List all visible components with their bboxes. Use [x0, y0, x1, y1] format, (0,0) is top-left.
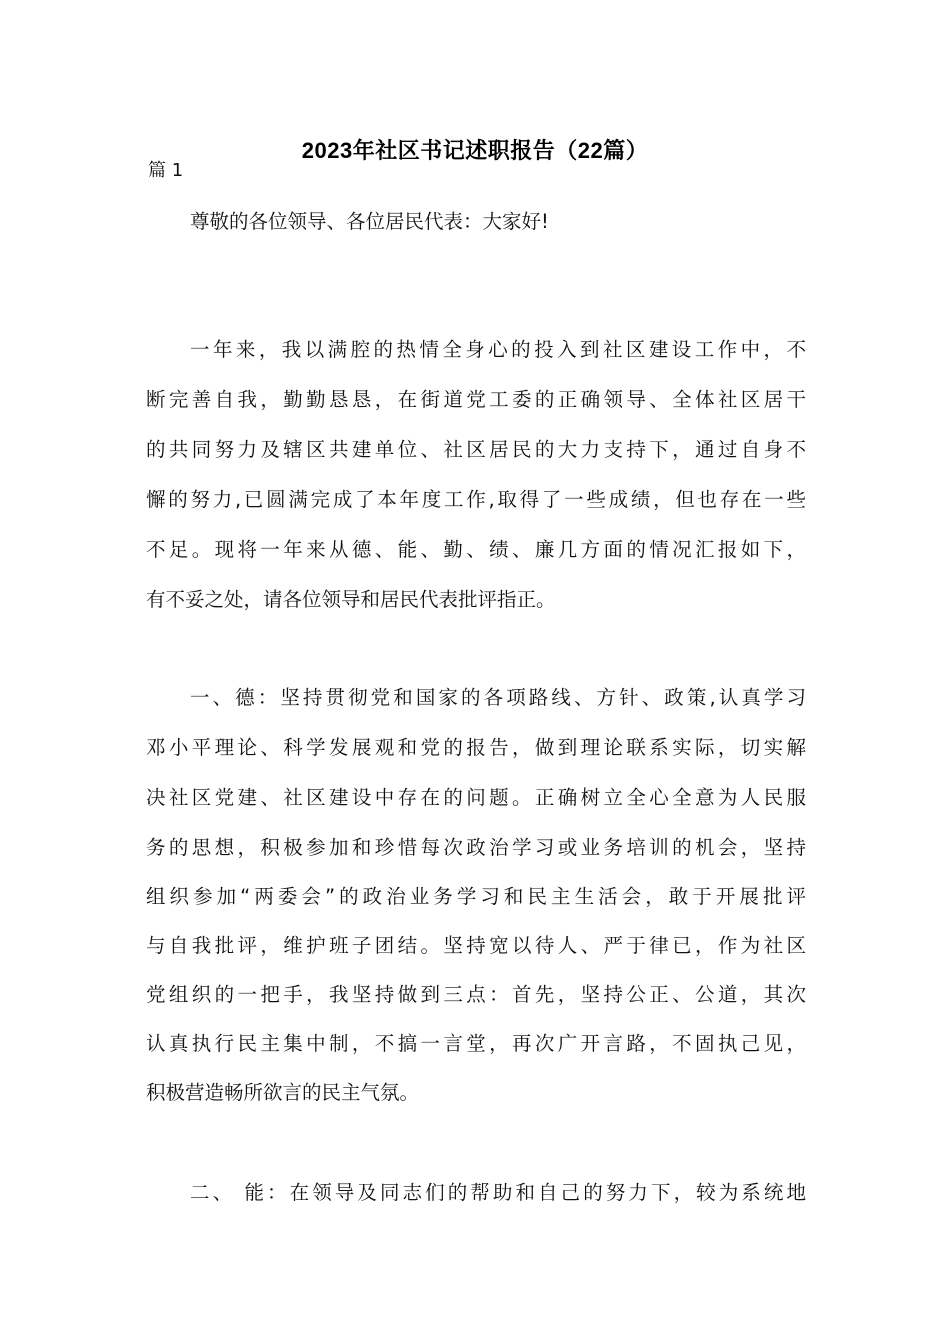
- paragraph-line: 一、德：坚持贯彻党和国家的各项路线、方针、政策,认真学习: [190, 686, 806, 709]
- paragraph-line: 断完善自我，勤勤恳恳，在街道党工委的正确领导、全体社区居干: [146, 388, 806, 411]
- paragraph-line: 不足。现将一年来从德、能、勤、绩、廉几方面的情况汇报如下，: [146, 538, 806, 561]
- paragraph-line: 认真执行民主集中制，不搞一言堂，再次广开言路，不固执己见，: [146, 1032, 806, 1055]
- paragraph-line: 与自我批评，维护班子团结。坚持宽以待人、严于律已，作为社区: [146, 934, 806, 957]
- paragraph-line: 组织参加“两委会”的政治业务学习和民主生活会，敢于开展批评: [146, 885, 806, 908]
- paragraph-line: 积极营造畅所欲言的民主气氛。: [146, 1081, 420, 1104]
- paragraph-line: 二、 能：在领导及同志们的帮助和自己的努力下，较为系统地: [190, 1181, 806, 1204]
- paragraph-line: 党组织的一把手，我坚持做到三点：首先，坚持公正、公道，其次: [146, 983, 806, 1006]
- section-label: 篇 1: [148, 160, 184, 181]
- paragraph-line: 懈的努力,已圆满完成了本年度工作,取得了一些成绩，但也存在一些: [146, 488, 806, 511]
- greeting-line: 尊敬的各位领导、各位居民代表：大家好!: [190, 210, 549, 233]
- paragraph-line: 邓小平理论、科学发展观和党的报告，做到理论联系实际，切实解: [146, 736, 806, 759]
- paragraph-line: 有不妥之处，请各位领导和居民代表批评指正。: [146, 588, 556, 611]
- paragraph-line: 决社区党建、社区建设中存在的问题。正确树立全心全意为人民服: [146, 786, 806, 809]
- paragraph-line: 务的思想，积极参加和珍惜每次政治学习或业务培训的机会，坚持: [146, 836, 806, 859]
- document-title: 2023年社区书记述职报告（22篇）: [301, 138, 649, 163]
- paragraph-line: 的共同努力及辖区共建单位、社区居民的大力支持下，通过自身不: [146, 438, 806, 461]
- paragraph-line: 一年来，我以满腔的热情全身心的投入到社区建设工作中，不: [190, 338, 806, 361]
